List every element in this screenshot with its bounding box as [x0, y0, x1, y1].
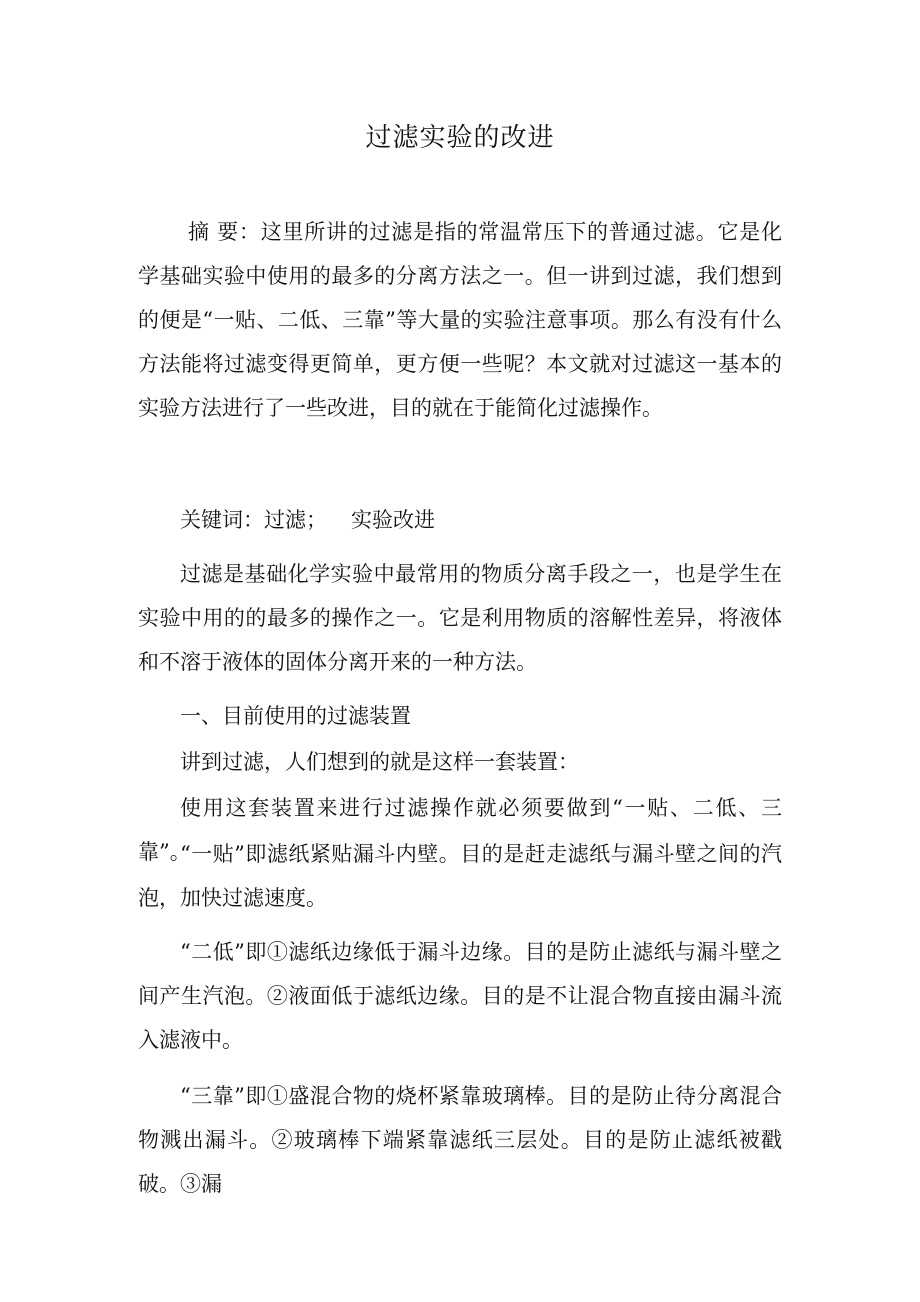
keyword-item: 实验改进 [351, 508, 435, 532]
keywords-label: 关键词： [180, 508, 264, 532]
erdi-paragraph: “二低”即①滤纸边缘低于漏斗边缘。目的是防止滤纸与漏斗壁之间产生汽泡。②液面低于滤纸边缘。目的是不让混合物直接由漏斗流入滤液中。 [138, 940, 782, 1052]
keyword-item: 过滤； [264, 508, 327, 532]
section-heading: 一、目前使用的过滤装置 [180, 704, 411, 728]
yitie-paragraph: “一贴”即滤纸紧贴漏斗内壁。目的是赶走滤纸与漏斗壁之间的汽泡，加快过滤速度。 [138, 842, 782, 910]
document-title: 过滤实验的改进 [365, 123, 555, 153]
abstract-paragraph [138, 210, 782, 430]
device-paragraph: 讲到过滤，人们想到的就是这样一套装置： [180, 750, 579, 774]
keywords-line [138, 498, 782, 542]
intro-paragraph: 过滤是基础化学实验中最常用的物质分离手段之一，也是学生在实验中用的的最多的操作之一。它是利用物质的溶解性差异，将液体和不溶于液体的固体分离开来的一种方法。 [138, 562, 782, 674]
abstract-text: 这里所讲的过滤是指的常温常压下的普通过滤。它是化学基础实验中使用的最多的分离方法之一。但一讲到过滤，我们想到的便是“一贴、二低、三靠”等大量的实验注意事项。那么有没有什么方法能将过滤变得更简单，更方便一些呢？本文就对过滤这一基本的实验方法进行了一些改进，目的就在于能简化过滤操作。 [138, 220, 782, 420]
requirements-paragraph: 使用这套装置来进行过滤操作就必须要做到“一贴、二低、三靠”。 [138, 796, 782, 864]
abstract-label: 摘 要： [188, 220, 261, 244]
sankao-paragraph: “三靠”即①盛混合物的烧杯紧靠玻璃棒。目的是防止待分离混合物溅出漏斗。②玻璃棒下端紧靠滤纸三层处。目的是防止滤纸被戳破。③漏 [138, 1084, 782, 1196]
